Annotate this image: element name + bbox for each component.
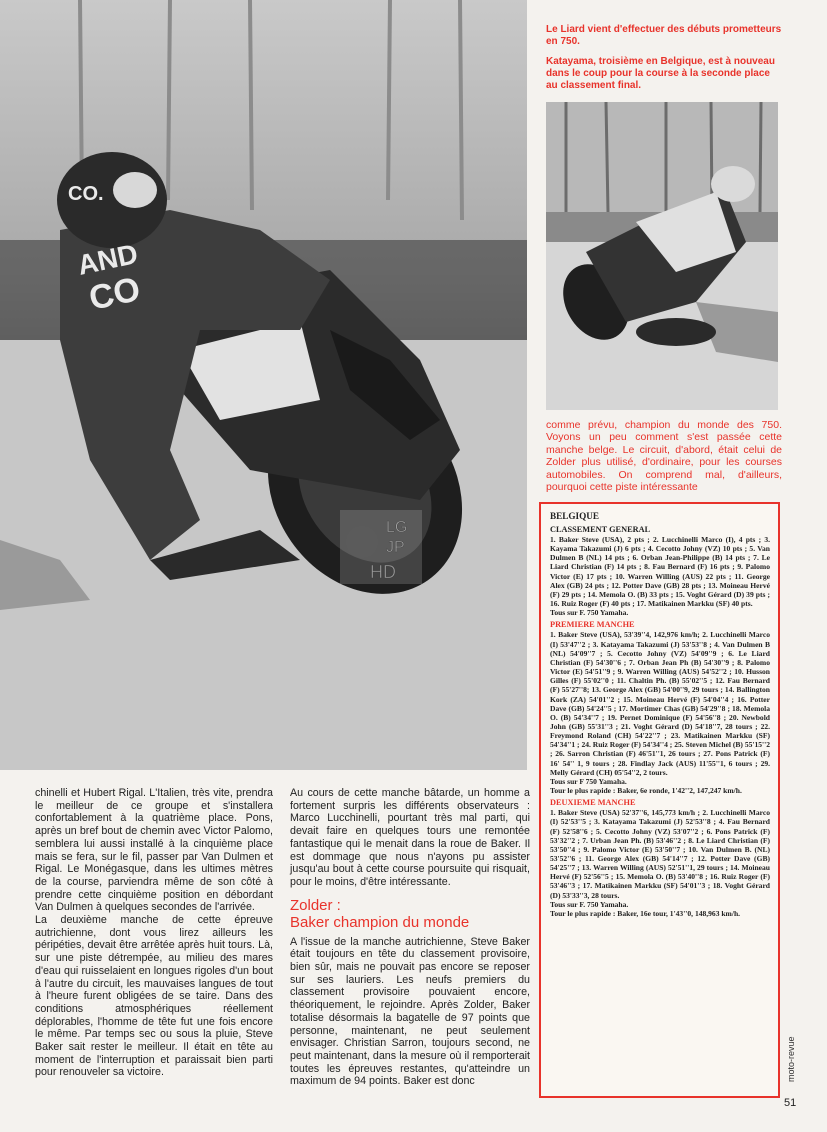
photo-captions — [546, 24, 782, 100]
section-text: Tous sur F. 750 Yamaha. — [550, 899, 629, 909]
svg-text:JP: JP — [386, 539, 405, 556]
section-heading — [290, 897, 530, 931]
heading-line: Zolder : — [290, 896, 341, 914]
heading-line: Baker champion du monde — [290, 913, 470, 931]
article-column-1 — [35, 787, 273, 1079]
section-title: PREMIERE MANCHE — [550, 620, 635, 630]
section-text: 1. Baker Steve (USA), 53'39''4, 142,976 km/h; 2. Lucchinelli Marco (I) 53'47''2 ; 3. Katayama Takazumi (J) 53'53''8 ; 4. Van Dulmen B (NL) 54'09''7 ; 5. Cecotto Johny (VZ) 54'09''9 ; 6. Le Liard Christian (F) 54'30''6 ; 7. Orban Jean Ph (B) 54'30''9 ; 8. Palomo Victor (E) 54'51''9 ; 9. Warren Willing (AUS) 54'52''2 ; 10. Husson Gilles (F) 55'02''0 ; 11. Chaltin Ph. (B) 55'02''5 ; 12. Fau Bernard (F) 55'27''8; 13. George Alex (GB) 54'00''9, 29 tours ; 14. Ballington Kork (ZA) 54'01''2 ; 15. Moineau Hervé (F) 54'04''4 ; 16. Potter Dave (GB) 54'24''5 ; 17. Mortimer Chas (GB) 54'29''8 ; 18. Memola O. (B) 54'34''7 ; 19. Pernet Dominique (F) 54'56''8 ; 20. Newbold John (GB) 55'31''3 ; 21. Voght Gérard (D) 54'18''7, 28 tours ; 22. Freymond Roland (CH) 54'22''7 ; 23. Matikainen Markku (SF) 54'34''1 ; 24. Ruiz Roger (F) 54'34''4 ; 25. Steven Michel (B) 55'15''2 ; 26. Sarron Christian (F) 46'51''1, 26 tours ; 27. Pons Patrick (F) 16' 54'' 1, 9 tours ; 28. Findlay Jack (AUS) 11'55''1, 6 tours ; 29. Melly Gérard (CH) 05'54''2, 2 tours. — [550, 630, 770, 777]
magazine-name: moto-revue — [786, 1036, 796, 1082]
paragraph: Au cours de cette manche bâtarde, un homme a fortement surpris les différents observateurs : Marco Lucchinelli, pourtant très mal parti, qui devait faire en quelques tours une remontée fantastique qui le menait dans la roue de Baker. Il est dommage que nous n'ayons pu assister jusqu'au bout à cette course poursuite qui risquait, pour le moins, d'être intéressante. — [290, 787, 530, 888]
section-text: Tous sur F 750 Yamaha. — [550, 776, 627, 786]
svg-text:LG: LG — [386, 519, 408, 536]
section-text: Tour le plus rapide : Baker, 6e ronde, 1'42''2, 147,247 km/h. — [550, 786, 742, 796]
caption-katayama: Katayama, troisième en Belgique, est à nouveau dans le coup pour la course à la seconde place au classement final. — [546, 56, 775, 91]
paragraph: La deuxième manche de cette épreuve autrichienne, dont vous lirez ailleurs les péripéties, devait être arrêtée après huit tours. Là, sur une piste détrempée, au milieu des mares d'eau qui ruisselaient en longues rigoles d'un bout à l'autre du circuit, les mauvaises langues de tout à l'heure furent obligées de se taire. Dans des conditions atmosphériques réellement déplorables, l'homme de tête fut une fois encore le même. Par temps sec ou sous la pluie, Steve Baker sait rester le meilleur. Il était en tête au moment de l'interruption et paraissait bien parti pour renouveler sa victoire. — [35, 914, 273, 1079]
section-text: 1. Baker Steve (USA), 2 pts ; 2. Lucchinelli Marco (I), 4 pts ; 3. Kayama Takazumi (J) 6 pts ; 4. Cecotto Johny (VZ) 10 pts ; 5. Van Dulmen B (NL) 14 pts ; 6. Orban Jean-Philippe (B) 14 pts ; 7. Le Liard Christian (F) 14 pts ; 8. Fau Bernard (F) 16 pts ; 9. Palomo Victor (E) 17 pts ; 10. Warren Willing (AUS) 22 pts ; 11. George Alex (GB) 24 pts ; 12. Potter Dave (GB) 28 pts ; 13. Moineau Hervé (F) 29 pts ; 14. Memola O. (B) 33 pts ; 15. Voght Gérard (D) 39 pts ; 16. Ruiz Roger (F) 40 pts ; 17. Matikainen Markku (SF) 40 pts. — [550, 535, 770, 609]
section-text: Tous sur F. 750 Yamaha. — [550, 608, 629, 618]
caption-le-liard: Le Liard vient d'effectuer des débuts prometteurs en 750. — [546, 24, 782, 47]
main-racing-photo — [0, 0, 527, 770]
article-column-2 — [290, 787, 530, 1088]
helmet-lettering: CO. — [68, 183, 104, 205]
leathers-lettering-line1: AND — [74, 237, 141, 281]
results-country: BELGIQUE — [550, 511, 600, 521]
intro-text: comme prévu, champion du monde des 750. Voyons un peu comment s'est passée cette manche belge. Le circuit, d'abord, était celui de Zolder plus utilisé, d'ordinaire, pour les courses automobiles. On comprend mal, d'ailleurs, pourquoi cette piste intéressante — [546, 419, 782, 494]
results-box — [539, 502, 780, 1098]
page-number: 51 — [784, 1097, 797, 1109]
katayama-photo — [546, 102, 778, 410]
results-section — [550, 798, 770, 918]
svg-text:HD: HD — [370, 562, 396, 582]
section-title: CLASSEMENT GENERAL — [550, 525, 651, 534]
watermark-logo — [340, 510, 422, 584]
section-title: DEUXIEME MANCHE — [550, 798, 636, 808]
section-text: 1. Baker Steve (USA) 52'37''6, 145,773 km/h ; 2. Lucchinelli Marco (I) 52'53''5 ; 3. Katayama Takazumi (J) 52'53''8 ; 4. Fau Bernard (F) 52'58''6 ; 5. Cecotto Johny (VZ) 53'07''2 ; 6. Pons Patrick (F) 53'32''2 ; 7. Urban Jean Ph. (B) 53'46''2 ; 8. Le Liard Christian (F) 53'50''4 ; 9. Palomo Victor (E) 53'50''7 ; 10. Van Dulmen B. (NL) 53'52''6 ; 11. George Alex (GB) 54'14''7 ; 12. Potter Dave (GB) 54'25''7 ; 13. Warren Willing (AUS) 52'51''1, 29 tours ; 14. Moineau Hervé (F) 52'56''5 ; 15. Memola O. (B) 53'40''8 ; 16. Ruiz Roger (F) 53'46''3 ; 17. Matikainen Markku (SF) 54'01''3 ; 18. Voght Gérard (D) 53'33''3, 28 tours. — [550, 808, 770, 900]
leathers-lettering-line2: CO — [85, 270, 144, 318]
results-section — [550, 620, 770, 795]
paragraph: A l'issue de la manche autrichienne, Steve Baker était toujours en tête du classement provisoire, bien sûr, mais ne pouvait pas encore se reposer sur ses lauriers. Les neufs premiers du classement provisoire pouvaient encore, théoriquement, le rejoindre. Après Zolder, Baker totalise désormais la bagatelle de 97 points que personne, maintenant, ne peut seulement envisager. Christian Sarron, toujours second, ne peut maintenant, dans la mesure où il remporterait toutes les épreuves restantes, qu'atteindre un maximum de 94 points. Baker est donc — [290, 935, 530, 1088]
results-section — [550, 525, 770, 617]
paragraph: chinelli et Hubert Rigal. L'Italien, très vite, prendra le meilleur de ce groupe et s'installera confortablement à la quatrième place. Pons, après un bref bout de chemin avec Victor Palomo, semblera lui aussi installé à la cinquième place mais se fera, sur le fil, passer par Van Dulmen et Rigal. Le Monégasque, dans les ultimes mètres de la course, parviendra même de son côté à prendre cette cinquième position en débordant Van Dulmen à quelques secondes de l'arrivée. — [35, 787, 273, 914]
section-text: Tour le plus rapide : Baker, 16e tour, 1'43''0, 148,963 km/h. — [550, 908, 741, 918]
